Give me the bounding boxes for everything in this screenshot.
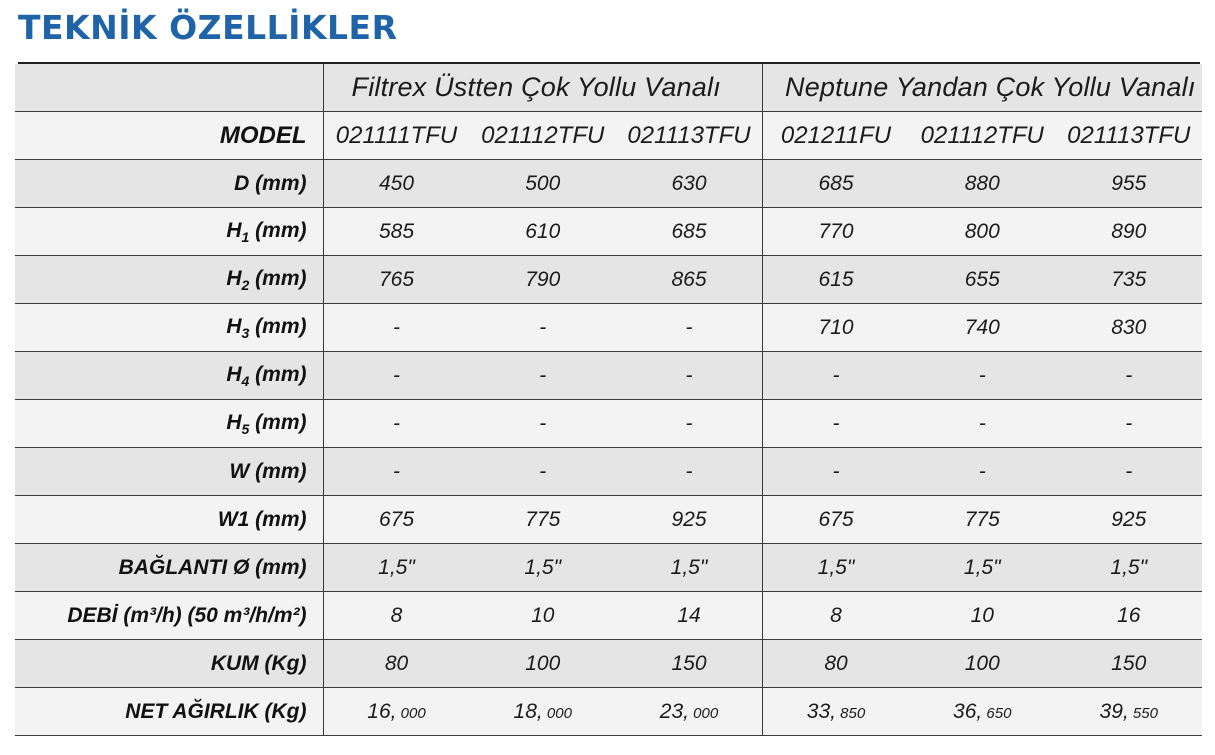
value-cell: - bbox=[470, 400, 617, 448]
row-label-unit: (mm) bbox=[249, 266, 307, 290]
value-cell: 685 bbox=[616, 208, 763, 256]
value-cell: 1,5" bbox=[1056, 544, 1203, 592]
value-cell: - bbox=[763, 400, 910, 448]
value-cell: 80 bbox=[323, 640, 470, 688]
table-row bbox=[15, 208, 1202, 256]
value-cell: 80 bbox=[763, 640, 910, 688]
row-label: D (mm) bbox=[15, 160, 323, 208]
weight-cell bbox=[909, 688, 1056, 736]
value-cell: - bbox=[616, 352, 763, 400]
table-row bbox=[15, 544, 1202, 592]
row-label-subscript: 3 bbox=[241, 324, 250, 341]
value-cell: 685 bbox=[763, 160, 910, 208]
value-cell: 1,5" bbox=[616, 544, 763, 592]
row-label-main: H bbox=[226, 218, 242, 242]
row-label-unit: (mm) bbox=[249, 410, 307, 434]
table-row bbox=[15, 256, 1202, 304]
value-cell: - bbox=[1056, 400, 1203, 448]
row-label-unit: (mm) bbox=[249, 314, 307, 338]
value-cell: 710 bbox=[763, 304, 910, 352]
row-label-main: H bbox=[226, 362, 242, 386]
page-title: TEKNİK ÖZELLİKLER bbox=[18, 8, 398, 47]
row-label: BAĞLANTI Ø (mm) bbox=[15, 544, 323, 592]
group-header-neptune: Neptune Yandan Çok Yollu Vanalı bbox=[763, 64, 1203, 112]
value-cell: 100 bbox=[909, 640, 1056, 688]
value-cell: 10 bbox=[909, 592, 1056, 640]
value-cell: - bbox=[323, 352, 470, 400]
model-cell: 021112TFU bbox=[909, 112, 1056, 160]
weight-main: 39, bbox=[1099, 699, 1129, 723]
weight-main: 33, bbox=[806, 699, 836, 723]
value-cell: 830 bbox=[1056, 304, 1203, 352]
row-label bbox=[15, 256, 323, 304]
row-label bbox=[15, 400, 323, 448]
value-cell: 16 bbox=[1056, 592, 1203, 640]
value-cell: 500 bbox=[470, 160, 617, 208]
weight-decimal: 000 bbox=[542, 704, 572, 722]
group-header-row bbox=[15, 64, 1202, 112]
value-cell: 790 bbox=[470, 256, 617, 304]
weight-cell bbox=[470, 688, 617, 736]
value-cell: 675 bbox=[323, 496, 470, 544]
row-label-main: H bbox=[226, 266, 242, 290]
row-label-main: H bbox=[226, 410, 242, 434]
weight-cell bbox=[763, 688, 910, 736]
weight-decimal: 000 bbox=[396, 704, 426, 722]
value-cell: 735 bbox=[1056, 256, 1203, 304]
value-cell: 150 bbox=[616, 640, 763, 688]
value-cell: - bbox=[470, 352, 617, 400]
row-label bbox=[15, 352, 323, 400]
table-row bbox=[15, 304, 1202, 352]
weight-decimal: 650 bbox=[982, 704, 1012, 722]
value-cell: - bbox=[763, 352, 910, 400]
value-cell: - bbox=[323, 304, 470, 352]
value-cell: 925 bbox=[616, 496, 763, 544]
table-row bbox=[15, 160, 1202, 208]
row-label: KUM (Kg) bbox=[15, 640, 323, 688]
model-cell: 021111TFU bbox=[323, 112, 470, 160]
model-cell: 021211FU bbox=[763, 112, 910, 160]
value-cell: 655 bbox=[909, 256, 1056, 304]
table-row bbox=[15, 400, 1202, 448]
weight-main: 23, bbox=[659, 699, 689, 723]
value-cell: 770 bbox=[763, 208, 910, 256]
value-cell: 740 bbox=[909, 304, 1056, 352]
value-cell: 615 bbox=[763, 256, 910, 304]
value-cell: - bbox=[909, 352, 1056, 400]
value-cell: - bbox=[616, 304, 763, 352]
value-cell: - bbox=[616, 400, 763, 448]
value-cell: 1,5" bbox=[909, 544, 1056, 592]
row-label-subscript: 1 bbox=[241, 228, 250, 245]
model-cell: 021113TFU bbox=[616, 112, 763, 160]
row-label-subscript: 2 bbox=[241, 276, 250, 293]
value-cell: 10 bbox=[470, 592, 617, 640]
value-cell: 890 bbox=[1056, 208, 1203, 256]
weight-main: 18, bbox=[513, 699, 543, 723]
value-cell: 100 bbox=[470, 640, 617, 688]
value-cell: 1,5" bbox=[323, 544, 470, 592]
value-cell: 8 bbox=[323, 592, 470, 640]
value-cell: 765 bbox=[323, 256, 470, 304]
weight-decimal: 550 bbox=[1128, 704, 1158, 722]
row-label: DEBİ (m³/h) (50 m³/h/m²) bbox=[15, 592, 323, 640]
weight-cell bbox=[1056, 688, 1203, 736]
value-cell: - bbox=[470, 448, 617, 496]
weight-cell bbox=[616, 688, 763, 736]
value-cell: 1,5" bbox=[470, 544, 617, 592]
empty-corner-cell bbox=[15, 64, 323, 112]
row-label: NET AĞIRLIK (Kg) bbox=[15, 688, 323, 736]
value-cell: - bbox=[763, 448, 910, 496]
value-cell: - bbox=[1056, 352, 1203, 400]
value-cell: 955 bbox=[1056, 160, 1203, 208]
row-label-subscript: 4 bbox=[241, 372, 250, 389]
value-cell: 925 bbox=[1056, 496, 1203, 544]
row-label-unit: (mm) bbox=[249, 218, 307, 242]
value-cell: 880 bbox=[909, 160, 1056, 208]
value-cell: 14 bbox=[616, 592, 763, 640]
row-label: W1 (mm) bbox=[15, 496, 323, 544]
value-cell: 1,5" bbox=[763, 544, 910, 592]
value-cell: - bbox=[1056, 448, 1203, 496]
group-header-filtrex: Filtrex Üstten Çok Yollu Vanalı bbox=[323, 64, 763, 112]
row-label bbox=[15, 208, 323, 256]
weight-cell bbox=[323, 688, 470, 736]
value-cell: - bbox=[616, 448, 763, 496]
row-label-main: H bbox=[226, 314, 242, 338]
table-row bbox=[15, 448, 1202, 496]
weight-decimal: 850 bbox=[836, 704, 866, 722]
row-label bbox=[15, 304, 323, 352]
weight-main: 16, bbox=[367, 699, 397, 723]
value-cell: 610 bbox=[470, 208, 617, 256]
value-cell: 775 bbox=[470, 496, 617, 544]
row-label: MODEL bbox=[15, 112, 323, 160]
model-cell: 021112TFU bbox=[470, 112, 617, 160]
row-label: W (mm) bbox=[15, 448, 323, 496]
value-cell: 150 bbox=[1056, 640, 1203, 688]
spec-table bbox=[15, 64, 1202, 736]
value-cell: - bbox=[470, 304, 617, 352]
model-cell: 021113TFU bbox=[1056, 112, 1203, 160]
model-row bbox=[15, 112, 1202, 160]
value-cell: 865 bbox=[616, 256, 763, 304]
table-row bbox=[15, 352, 1202, 400]
value-cell: 585 bbox=[323, 208, 470, 256]
value-cell: 450 bbox=[323, 160, 470, 208]
value-cell: - bbox=[909, 400, 1056, 448]
table-row bbox=[15, 592, 1202, 640]
value-cell: - bbox=[323, 400, 470, 448]
weight-main: 36, bbox=[953, 699, 983, 723]
value-cell: 675 bbox=[763, 496, 910, 544]
value-cell: - bbox=[323, 448, 470, 496]
row-label-unit: (mm) bbox=[249, 362, 307, 386]
weight-decimal: 000 bbox=[689, 704, 719, 722]
value-cell: - bbox=[909, 448, 1056, 496]
value-cell: 630 bbox=[616, 160, 763, 208]
value-cell: 8 bbox=[763, 592, 910, 640]
value-cell: 775 bbox=[909, 496, 1056, 544]
table-row bbox=[15, 640, 1202, 688]
value-cell: 800 bbox=[909, 208, 1056, 256]
row-label-subscript: 5 bbox=[241, 420, 250, 437]
table-row-weight bbox=[15, 688, 1202, 736]
table-row bbox=[15, 496, 1202, 544]
